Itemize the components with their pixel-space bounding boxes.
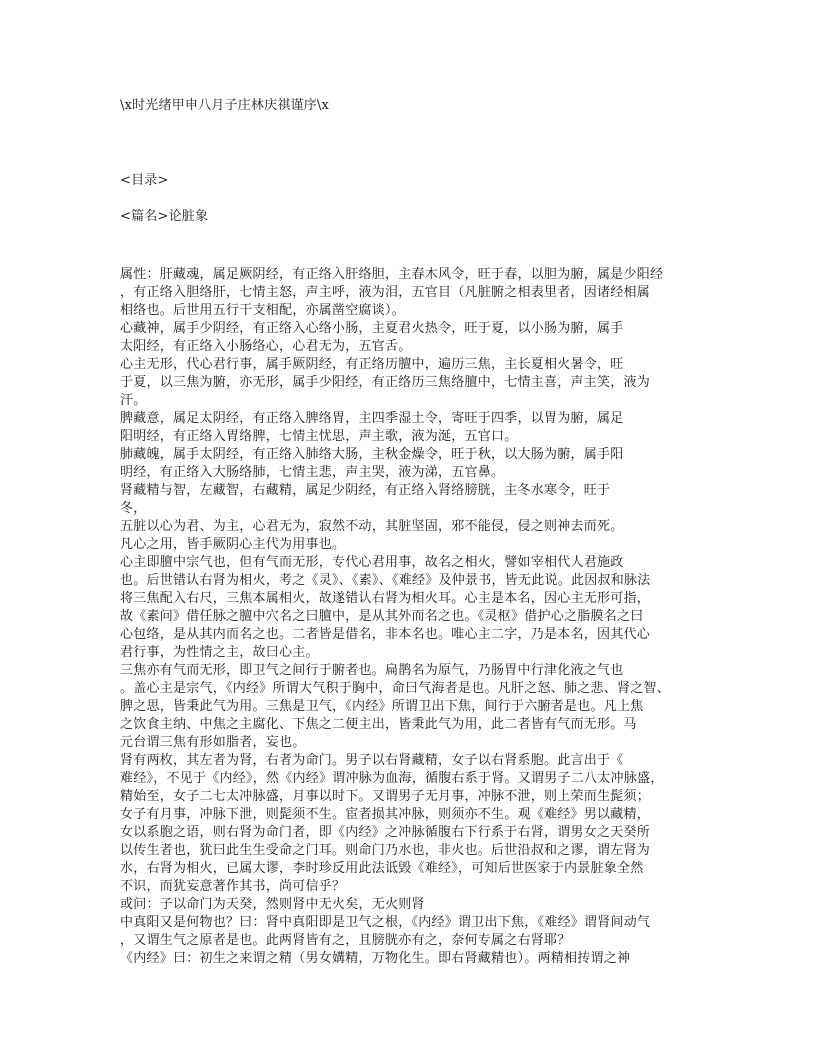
text-line: 将三焦配入右尺，三焦本属相火，故遂错认右肾为相火耳。心主是本名，因心主无形可指， <box>120 591 651 606</box>
text-line: 属性：肝藏魂，属足厥阴经，有正络入肝络胆，主春木风令，旺于春，以胆为腑，属是少阳经 <box>120 267 664 282</box>
text-line: 。盖心主是宗气，《内经》所谓大气积于胸中，命曰气海者是也。凡肝之怒、肺之悲、肾之智、 <box>120 681 671 696</box>
text-line: 故《素问》借任脉之膻中穴名之曰膻中，是从其外而名之也。《灵枢》借护心之脂膜名之曰 <box>120 609 644 624</box>
text-line: 《内经》曰：初生之来谓之精（男女媾精，万物化生。即右肾藏精也）。两精相抟谓之神 <box>120 951 631 966</box>
text-line: 三焦亦有气而无形，即卫气之间行于腑者也。扁鹊名为原气，乃肠胃中行津化液之气也 <box>120 663 624 678</box>
preface-signature: \x时光绪甲申八月子庄林庆祺谨序\x <box>120 98 330 113</box>
text-line: 精始至，女子二七太冲脉盛，月事以时下。又谓男子无月事，冲脉不泄，则上荣而生髭须； <box>120 789 651 804</box>
text-line: 心主无形，代心君行事，属手厥阴经，有正络历膻中，遍历三焦，主长夏相火暑令，旺 <box>120 357 624 372</box>
text-line: 脾之思，皆秉此气为用。三焦是卫气，《内经》所谓卫出下焦，间行于六腑者是也。凡上焦 <box>120 699 644 714</box>
text-line: 心主即膻中宗气也，但有气而无形，专代心君用事，故名之相火，譬如宰相代人君施政 <box>120 555 624 570</box>
text-line: 之饮食主纳、中焦之主腐化、下焦之二便主出，皆秉此气为用，此二者皆有气而无形。马 <box>120 717 637 732</box>
text-line: 肾藏精与智，左藏智，右藏精，属足少阴经，有正络入肾络膀胱，主冬水寒令，旺于 <box>120 483 611 498</box>
text-line: 凡心之用，皆手厥阴心主代为用事也。 <box>120 537 346 552</box>
body-text <box>120 266 700 968</box>
text-line: 难经》，不见于《内经》，然《内经》谓冲脉为血海，循腹右系于肾。又谓男子二八太冲脉盛， <box>120 771 664 786</box>
text-line: 心包络，是从其内而名之也。二者皆是借名，非本名也。唯心主二字，乃是本名，因其代心 <box>120 627 651 642</box>
text-line: 也。后世错认右肾为相火，考之《灵》、《素》、《难经》及仲景书，皆无此说。此因叔和脉法 <box>120 573 651 588</box>
text-line: 以传生者也，犹曰此生生受命之门耳。则命门乃水也，非火也。后世沿叔和之谬，谓左肾为 <box>120 843 651 858</box>
text-line: 肺藏魄，属手太阴经，有正络入肺络大肠，主秋金燥令，旺于秋，以大肠为腑，属手阳 <box>120 447 624 462</box>
text-line: 或问：子以命门为天癸，然则肾中无火矣，无火则肾 <box>120 897 425 912</box>
text-line: 女以系胞之语，则右肾为命门者，即《内经》之冲脉循腹右下行系于右肾，谓男女之天癸所 <box>120 825 651 840</box>
text-line: 冬， <box>120 501 147 516</box>
text-line: 太阳经，有正络入小肠络心，心君无为，五官舌。 <box>120 339 412 354</box>
text-line: 女子有月事，冲脉下泄，则髭须不生。宦者损其冲脉，则须亦不生。观《难经》男以藏精， <box>120 807 651 822</box>
text-line: 明经，有正络入大肠络肺，七情主悲，声主哭，液为涕，五官鼻。 <box>120 465 505 480</box>
text-line: 五脏以心为君、为主，心君无为，寂然不动，其脏坚固，邪不能侵，侵之则神去而死。 <box>120 519 624 534</box>
text-line: 相络也。后世用五行干支相配，亦属凿空腐谈）。 <box>120 303 406 318</box>
text-line: 汗。 <box>120 393 147 408</box>
text-line: 水，右肾为相火，已属大谬，李时珍反用此法诋毁《难经》，可知后世医家于内景脏象全然 <box>120 861 644 876</box>
text-line: 元台谓三焦有形如脂者，妄也。 <box>120 735 306 750</box>
chapter-heading: <篇名>论脏象 <box>120 209 209 224</box>
text-line: 心藏神，属手少阴经，有正络入心络小肠，主夏君火热令，旺于夏，以小肠为腑，属手 <box>120 321 624 336</box>
text-line: 不识，而犹妄意著作其书，尚可信乎？ <box>120 879 346 894</box>
text-line: ，又谓生气之原者是也。此两肾皆有之，且膀胱亦有之，奈何专属之右肾耶？ <box>120 933 571 948</box>
text-line: ，有正络入胆络肝，七情主怒，声主呼，液为泪，五官目（凡脏腑之相表里者，因诸经相属 <box>120 285 651 300</box>
text-line: 肾有两枚，其左者为肾，右者为命门。男子以右肾藏精，女子以右肾系胞。此言出于《 <box>120 753 624 768</box>
text-line: 君行事，为性情之主，故曰心主。 <box>120 645 319 660</box>
text-line: 中真阳又是何物也？曰：肾中真阳即是卫气之根，《内经》谓卫出下焦，《难经》谓肾间动气 <box>120 915 651 930</box>
text-line: 阳明经，有正络入胃络脾，七情主忧思，声主歌，液为涎，五官口。 <box>120 429 518 444</box>
text-line: 脾藏意，属足太阴经，有正络入脾络胃，主四季湿土令，寄旺于四季，以胃为腑，属足 <box>120 411 624 426</box>
text-line: 于夏，以三焦为腑，亦无形，属手少阳经，有正络历三焦络膻中，七情主喜，声主笑，液为 <box>120 375 651 390</box>
toc-label: <目录> <box>120 173 169 188</box>
